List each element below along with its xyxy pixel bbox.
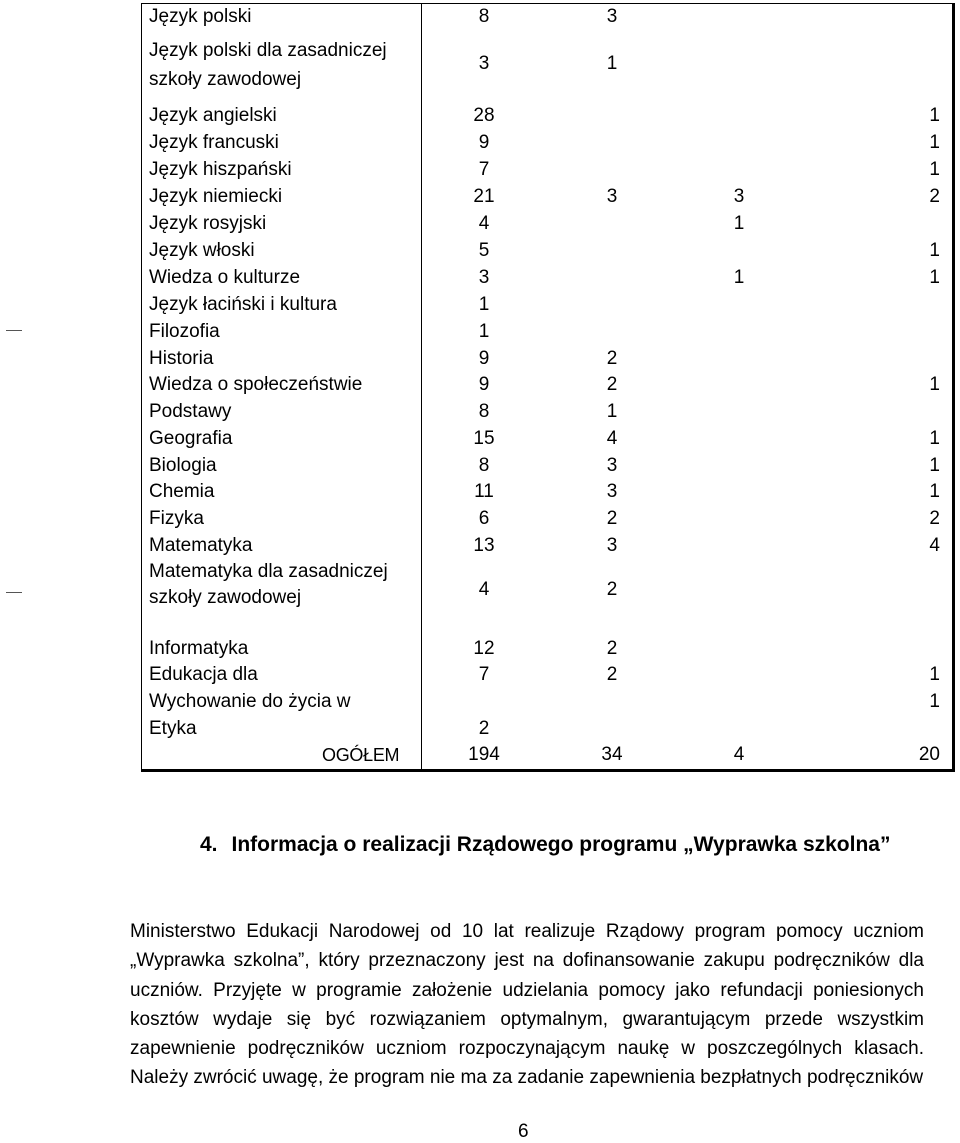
value-cell-c4: 2 <box>929 186 940 207</box>
value-cell-c1: 8 <box>478 401 490 422</box>
value-cell-c3: 1 <box>733 267 745 288</box>
value-cell-c4: 2 <box>929 508 940 529</box>
section-number: 4. <box>200 833 218 856</box>
subject-cell: Informatyka <box>149 638 249 659</box>
value-cell-c1: 9 <box>478 374 490 395</box>
total-value-c2: 34 <box>601 744 623 765</box>
value-cell-c1: 8 <box>478 455 490 476</box>
body-paragraph: Ministerstwo Edukacji Narodowej od 10 lat realizuje Rządowy program pomocy uczniom „Wyprawka szkolna”, który przeznaczony jest na dofinansowanie zakupu podręczników dla uczniów. Przyjęte w programie założenie udzielania pomocy jako refundacji poniesionych kosztów wydaje się być rozwiązaniem optymalnym, gwarantującym przede wszystkim zapewnienie podręczników uczniom rozpoczynającym naukę w poszczególnych klasach. Należy zwrócić uwagę, że program nie ma za zadanie zapewnienia bezpłatnych podręczników <box>130 921 924 1089</box>
subject-cell: Edukacja dla <box>149 664 258 685</box>
value-cell-c2: 3 <box>606 186 618 207</box>
value-cell-c1: 2 <box>478 718 490 739</box>
subject-cell: Język łaciński i kultura <box>149 294 337 315</box>
subject-cell: Podstawy <box>149 401 232 422</box>
value-cell-c2: 2 <box>606 664 618 685</box>
value-cell-c4: 4 <box>929 535 940 556</box>
value-cell-c2: 2 <box>606 638 618 659</box>
value-cell-c2: 2 <box>606 579 618 600</box>
value-cell-c2: 3 <box>606 535 618 556</box>
subject-cell: Wiedza o społeczeństwie <box>149 374 363 395</box>
value-cell-c1: 3 <box>478 267 490 288</box>
value-cell-c1: 4 <box>478 213 490 234</box>
value-cell-c2: 1 <box>606 53 618 74</box>
subject-cell: Fizyka <box>149 508 204 529</box>
subject-cell: Geografia <box>149 428 233 449</box>
subjects-table <box>141 3 955 772</box>
subject-cell: Język angielski <box>149 105 277 126</box>
value-cell-c4: 1 <box>929 267 940 288</box>
value-cell-c1: 9 <box>478 348 490 369</box>
value-cell-c4: 1 <box>929 240 940 261</box>
value-cell-c1: 15 <box>473 428 495 449</box>
total-label: OGÓŁEM <box>322 745 400 765</box>
section-title: Informacja o realizacji Rządowego programu „Wyprawka szkolna” <box>231 833 891 856</box>
subject-cell: Język rosyjski <box>149 213 267 234</box>
value-cell-c1: 12 <box>473 638 495 659</box>
value-cell-c1: 6 <box>478 508 490 529</box>
value-cell-c4: 1 <box>929 664 940 685</box>
value-cell-c3: 1 <box>733 213 745 234</box>
value-cell-c4: 1 <box>929 132 940 153</box>
value-cell-c1: 7 <box>478 664 490 685</box>
value-cell-c2: 3 <box>606 455 618 476</box>
subject-cell: Wychowanie do życia w <box>149 691 351 712</box>
subject-cell: Etyka <box>149 718 197 739</box>
value-cell-c4: 1 <box>929 481 940 502</box>
page-number: 6 <box>518 1121 529 1142</box>
section-heading <box>130 830 924 860</box>
subject-cell: Historia <box>149 348 214 369</box>
value-cell-c1: 4 <box>478 579 490 600</box>
value-cell-c4: 1 <box>929 105 940 126</box>
value-cell-c1: 28 <box>473 105 495 126</box>
subject-cell: Język włoski <box>149 240 255 261</box>
value-cell-c1: 13 <box>473 535 495 556</box>
subject-cell: Język hiszpański <box>149 159 292 180</box>
value-cell-c1: 21 <box>473 186 495 207</box>
value-cell-c4: 1 <box>929 159 940 180</box>
total-value-c1: 194 <box>468 744 500 765</box>
value-cell-c2: 2 <box>606 508 618 529</box>
margin-mark-top <box>6 330 22 331</box>
value-cell-c4: 1 <box>929 455 940 476</box>
value-cell-c1: 5 <box>478 240 490 261</box>
value-cell-c2: 4 <box>606 428 618 449</box>
subject-cell: Chemia <box>149 481 215 502</box>
subject-cell: Biologia <box>149 455 217 476</box>
value-cell-c2: 1 <box>606 401 618 422</box>
subject-cell: Język francuski <box>149 132 279 153</box>
subject-cell: Język polski dla zasadniczej szkoły zawodowej <box>149 40 387 90</box>
value-cell-c1: 8 <box>478 6 490 27</box>
value-cell-c2: 3 <box>606 6 618 27</box>
value-cell-c1: 1 <box>478 321 490 342</box>
value-cell-c3: 3 <box>733 186 745 207</box>
subject-cell: Język niemiecki <box>149 186 283 207</box>
subject-cell: Matematyka <box>149 535 253 556</box>
value-cell-c2: 2 <box>606 374 618 395</box>
value-cell-c1: 11 <box>474 481 494 502</box>
subject-cell: Język polski <box>149 6 252 27</box>
value-cell-c4: 1 <box>929 374 940 395</box>
value-cell-c1: 1 <box>478 294 490 315</box>
value-cell-c1: 3 <box>478 53 490 74</box>
margin-mark-bottom <box>6 592 22 593</box>
value-cell-c4: 1 <box>929 691 940 712</box>
value-cell-c4: 1 <box>929 428 940 449</box>
subject-cell: Matematyka dla zasadniczej szkoły zawodowej <box>149 561 388 608</box>
value-cell-c2: 3 <box>606 481 618 502</box>
total-value-c4: 20 <box>918 744 940 765</box>
value-cell-c1: 9 <box>478 132 490 153</box>
value-cell-c1: 7 <box>478 159 490 180</box>
total-value-c3: 4 <box>733 744 745 765</box>
subject-cell: Wiedza o kulturze <box>149 267 301 288</box>
subject-cell: Filozofia <box>149 321 220 342</box>
value-cell-c2: 2 <box>606 348 618 369</box>
